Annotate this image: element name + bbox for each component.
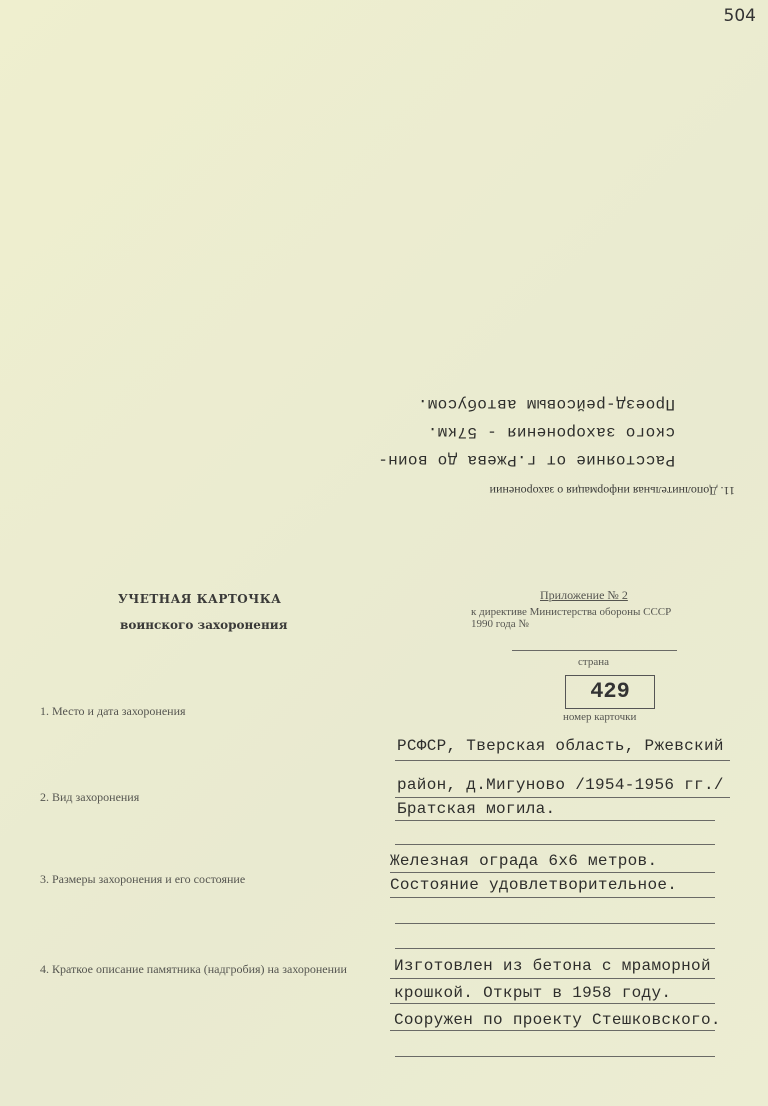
form-line bbox=[395, 820, 715, 821]
form-line bbox=[390, 897, 715, 898]
field-value: Состояние удовлетворительное. bbox=[390, 876, 678, 894]
card-subtitle: воинского захоронения bbox=[120, 618, 288, 632]
form-line bbox=[395, 844, 715, 845]
field-value: РСФСР, Тверская область, Ржевский bbox=[397, 737, 724, 755]
form-line bbox=[390, 872, 715, 873]
country-line bbox=[512, 650, 677, 651]
additional-info-upside-down bbox=[377, 395, 735, 498]
page-number: 504 bbox=[723, 6, 756, 26]
field-label-type: 2. Вид захоронения bbox=[40, 790, 140, 804]
field-value: крошкой. Открыт в 1958 году. bbox=[394, 984, 672, 1002]
card-number: 429 bbox=[590, 679, 630, 704]
form-line bbox=[395, 1056, 715, 1057]
field-label-place: 1. Место и дата захоронения bbox=[40, 704, 186, 718]
field-value: Братская могила. bbox=[397, 800, 556, 818]
field-label-description: 4. Краткое описание памятника (надгробия) на захоронении bbox=[40, 962, 347, 976]
field-value: Сооружен по проекту Стешковского. bbox=[394, 1011, 721, 1029]
appendix-directive bbox=[471, 606, 671, 630]
additional-info-label: 11. Дополнительная информация о захоронении bbox=[489, 484, 735, 498]
card-number-box bbox=[565, 675, 655, 709]
form-line bbox=[395, 797, 730, 798]
field-value: Железная ограда 6х6 метров. bbox=[390, 852, 658, 870]
appendix-label: Приложение № 2 bbox=[540, 588, 628, 602]
field-value: Изготовлен из бетона с мраморной bbox=[394, 957, 711, 975]
form-line bbox=[395, 948, 715, 949]
card-title: УЧЕТНАЯ КАРТОЧКА bbox=[118, 592, 282, 606]
additional-line: ского захоронения - 57км. bbox=[427, 423, 675, 441]
form-line bbox=[395, 760, 730, 761]
appendix-line: к директиве Министерства обороны СССР bbox=[471, 606, 672, 618]
additional-line: Расстояние от г.Ржева до воин- bbox=[377, 451, 675, 469]
card-number-label: номер карточки bbox=[563, 711, 637, 723]
appendix-line: 1990 года № bbox=[471, 618, 529, 630]
field-value: район, д.Мигуново /1954-1956 гг./ bbox=[397, 776, 724, 794]
form-line bbox=[390, 1030, 715, 1031]
form-line bbox=[390, 1003, 715, 1004]
country-label: страна bbox=[578, 656, 609, 668]
additional-line: Проезд-рейсовым автобусом. bbox=[417, 395, 675, 413]
field-label-size: 3. Размеры захоронения и его состояние bbox=[40, 872, 246, 886]
form-line bbox=[395, 923, 715, 924]
form-line bbox=[390, 978, 715, 979]
